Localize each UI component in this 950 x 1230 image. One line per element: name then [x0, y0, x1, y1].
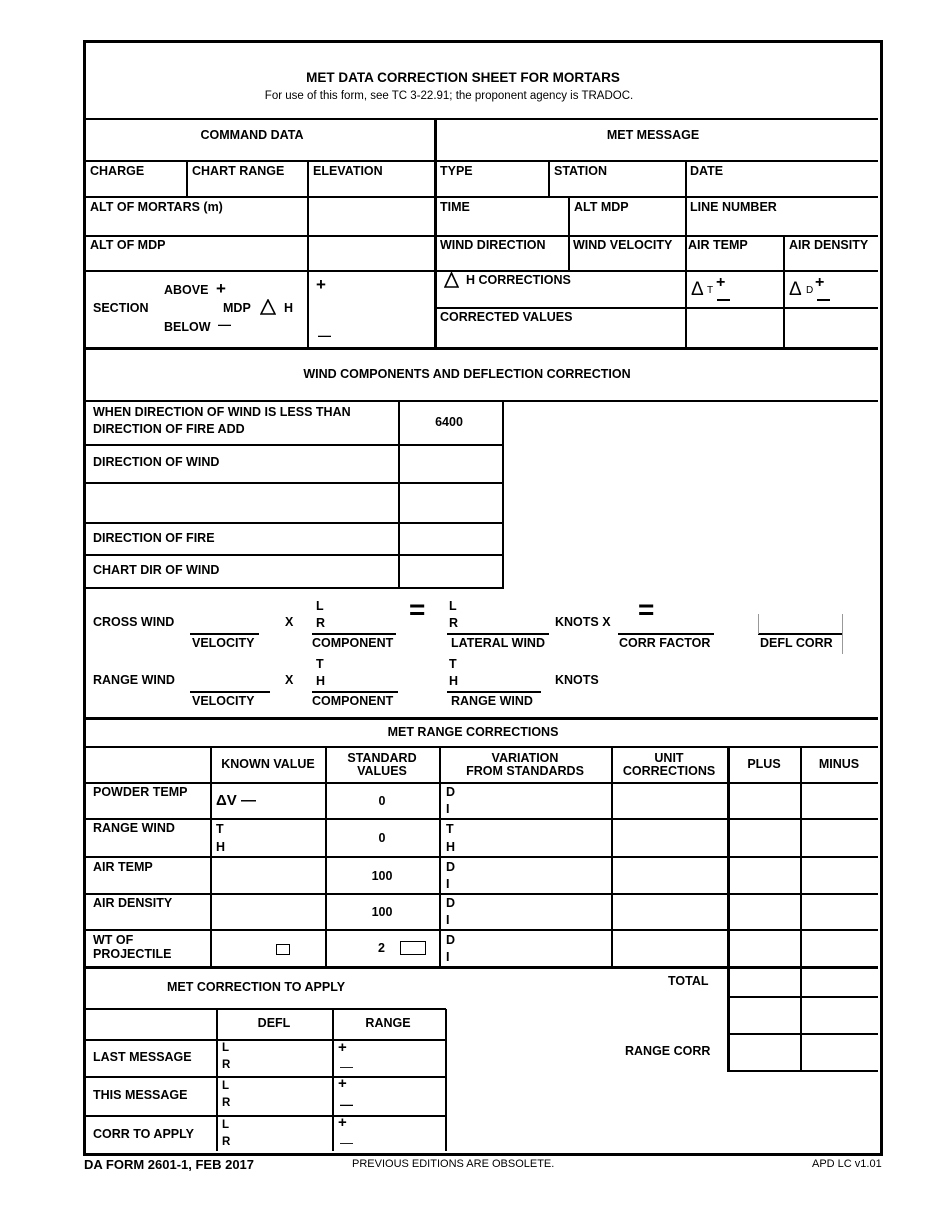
h-corrections-label: H CORRECTIONS	[466, 273, 571, 287]
this-minus: —	[340, 1097, 353, 1112]
cross-component-label: COMPONENT	[312, 636, 394, 650]
cross-wind-label: CROSS WIND	[93, 615, 175, 629]
corr-r: R	[222, 1136, 231, 1148]
form-subtitle: For use of this form, see TC 3-22.91; the proponent agency is TRADOC.	[264, 90, 634, 102]
rw-var-top: T	[446, 822, 454, 836]
range-wind-label: RANGE WIND	[93, 673, 175, 687]
cross-equals: =	[409, 594, 426, 625]
wt-var-top: D	[446, 933, 456, 947]
add-value: 6400	[435, 415, 463, 429]
ad-var-top: D	[446, 896, 456, 910]
above-plus: +	[216, 279, 226, 298]
range-rw-t: T	[449, 657, 457, 671]
row-wt-line1: WT OF	[93, 933, 134, 947]
delta-t-delta: Δ	[691, 279, 704, 300]
less-than-line2: DIRECTION OF FIRE ADD	[93, 422, 245, 436]
at-var-top: D	[446, 860, 456, 874]
last-minus: —	[340, 1059, 353, 1074]
col-variation: VARIATION FROM STANDARDS	[466, 751, 584, 778]
station-label: STATION	[554, 164, 608, 178]
corr-equals: =	[638, 594, 655, 625]
apply-row-this: THIS MESSAGE	[93, 1088, 188, 1102]
ad-var-bot: I	[446, 913, 450, 927]
h-label: H	[284, 301, 294, 315]
row-air-density: AIR DENSITY	[93, 896, 173, 910]
row-air-temp: AIR TEMP	[93, 860, 153, 874]
form-number: DA FORM 2601-1, FEB 2017	[84, 1157, 255, 1172]
this-plus: +	[338, 1075, 347, 1092]
range-comp-h: H	[316, 674, 326, 688]
wind-velocity-label: WIND VELOCITY	[573, 238, 673, 252]
ad-standard: 100	[371, 905, 393, 919]
range-rw-h: H	[449, 674, 459, 688]
wt-standard-checkbox[interactable]	[400, 941, 426, 955]
met-message-header: MET MESSAGE	[606, 128, 700, 142]
col-standard-values: STANDARD VALUES	[347, 751, 417, 778]
range-x-label: X	[285, 673, 294, 687]
powder-standard: 0	[378, 794, 386, 808]
corrected-values-label: CORRECTED VALUES	[440, 310, 573, 324]
rw-known-bot: H	[216, 840, 226, 854]
range-corr-label: RANGE CORR	[625, 1044, 711, 1058]
alt-mdp-label: ALT OF MDP	[90, 238, 166, 252]
line-number-label: LINE NUMBER	[690, 200, 777, 214]
knots-x-label: KNOTS X	[555, 615, 611, 629]
version-label: APD LC v1.01	[812, 1158, 882, 1170]
date-label: DATE	[690, 164, 724, 178]
alt-mortars-label: ALT OF MORTARS (m)	[90, 200, 223, 214]
row-powder-temp: POWDER TEMP	[93, 785, 188, 799]
direction-of-fire-label: DIRECTION OF FIRE	[93, 531, 215, 545]
charge-label: CHARGE	[90, 164, 145, 178]
direction-of-wind-label: DIRECTION OF WIND	[93, 455, 220, 469]
last-l: L	[222, 1042, 230, 1054]
delta-t-minus	[717, 299, 730, 301]
col-minus: MINUS	[818, 757, 860, 771]
below-label: BELOW	[164, 320, 211, 334]
air-density-label: AIR DENSITY	[789, 238, 869, 252]
delta-d-delta: Δ	[789, 279, 802, 300]
rw-standard: 0	[378, 831, 386, 845]
wt-known-checkbox[interactable]	[276, 944, 290, 955]
lateral-wind-label: LATERAL WIND	[451, 636, 545, 650]
corr-plus: +	[338, 1114, 347, 1131]
type-label: TYPE	[440, 164, 473, 178]
last-r: R	[222, 1059, 231, 1071]
cross-lat-l: L	[449, 599, 457, 613]
powder-var-bot: I	[446, 802, 450, 816]
corr-minus: —	[340, 1135, 353, 1150]
last-plus: +	[338, 1039, 347, 1056]
range-component-label: COMPONENT	[312, 694, 394, 708]
apply-defl-header: DEFL	[257, 1016, 291, 1030]
wind-header: WIND COMPONENTS AND DEFLECTION CORRECTION	[303, 367, 631, 381]
apply-row-corr: CORR TO APPLY	[93, 1127, 194, 1141]
section-minus: —	[318, 328, 331, 343]
this-r: R	[222, 1097, 231, 1109]
alt-mdp-msg-label: ALT MDP	[574, 200, 629, 214]
chart-dir-wind-label: CHART DIR OF WIND	[93, 563, 220, 577]
this-l: L	[222, 1080, 230, 1092]
col-known-value: KNOWN VALUE	[221, 757, 315, 771]
mdp-label: MDP	[223, 301, 251, 315]
range-velocity-label: VELOCITY	[192, 694, 255, 708]
row-wt-line2: PROJECTILE	[93, 947, 172, 961]
range-comp-t: T	[316, 657, 324, 671]
delta-d-label: D	[806, 285, 814, 296]
total-label: TOTAL	[668, 974, 709, 988]
knots-label: KNOTS	[555, 673, 599, 687]
col-plus: PLUS	[747, 757, 781, 771]
section-plus: +	[316, 275, 326, 294]
powder-var-top: D	[446, 785, 456, 799]
apply-range-header: RANGE	[365, 1016, 411, 1030]
command-data-header: COMMAND DATA	[200, 128, 304, 142]
wt-var-bot: I	[446, 950, 450, 964]
corr-l: L	[222, 1119, 230, 1131]
at-standard: 100	[371, 869, 393, 883]
rw-var-bot: H	[446, 840, 456, 854]
cross-x-label: X	[285, 615, 294, 629]
h-corrections-delta-icon	[444, 272, 459, 288]
wind-direction-label: WIND DIRECTION	[440, 238, 546, 252]
col-unit-corrections: UNIT CORRECTIONS	[622, 751, 716, 778]
cross-velocity-label: VELOCITY	[192, 636, 255, 650]
chart-range-label: CHART RANGE	[192, 164, 285, 178]
obsolete-note: PREVIOUS EDITIONS ARE OBSOLETE.	[352, 1158, 555, 1170]
delta-t-plus: +	[716, 274, 726, 291]
corr-factor-label: CORR FACTOR	[619, 636, 711, 650]
at-var-bot: I	[446, 877, 450, 891]
powder-known: ΔV —	[216, 792, 256, 809]
delta-d-plus: +	[815, 274, 825, 291]
cross-comp-l: L	[316, 599, 324, 613]
section-label: SECTION	[93, 301, 149, 315]
delta-d-minus	[817, 299, 830, 301]
above-label: ABOVE	[164, 283, 209, 297]
apply-row-last: LAST MESSAGE	[93, 1050, 192, 1064]
defl-corr-label: DEFL CORR	[760, 636, 833, 650]
met-range-header: MET RANGE CORRECTIONS	[387, 725, 559, 739]
form-title: MET DATA CORRECTION SHEET FOR MORTARS	[306, 70, 620, 85]
row-range-wind: RANGE WIND	[93, 821, 175, 835]
delta-t-label: T	[707, 285, 714, 296]
air-temp-label: AIR TEMP	[688, 238, 748, 252]
rw-known-top: T	[216, 822, 224, 836]
less-than-line1: WHEN DIRECTION OF WIND IS LESS THAN	[93, 405, 351, 419]
cross-comp-r: R	[316, 616, 326, 630]
elevation-label: ELEVATION	[313, 164, 383, 178]
cross-lat-r: R	[449, 616, 459, 630]
time-label: TIME	[440, 200, 470, 214]
delta-icon	[260, 299, 276, 315]
apply-header: MET CORRECTION TO APPLY	[167, 980, 346, 994]
wt-standard: 2	[378, 941, 385, 955]
range-wind-result-label: RANGE WIND	[451, 694, 533, 708]
below-minus: —	[218, 317, 231, 332]
